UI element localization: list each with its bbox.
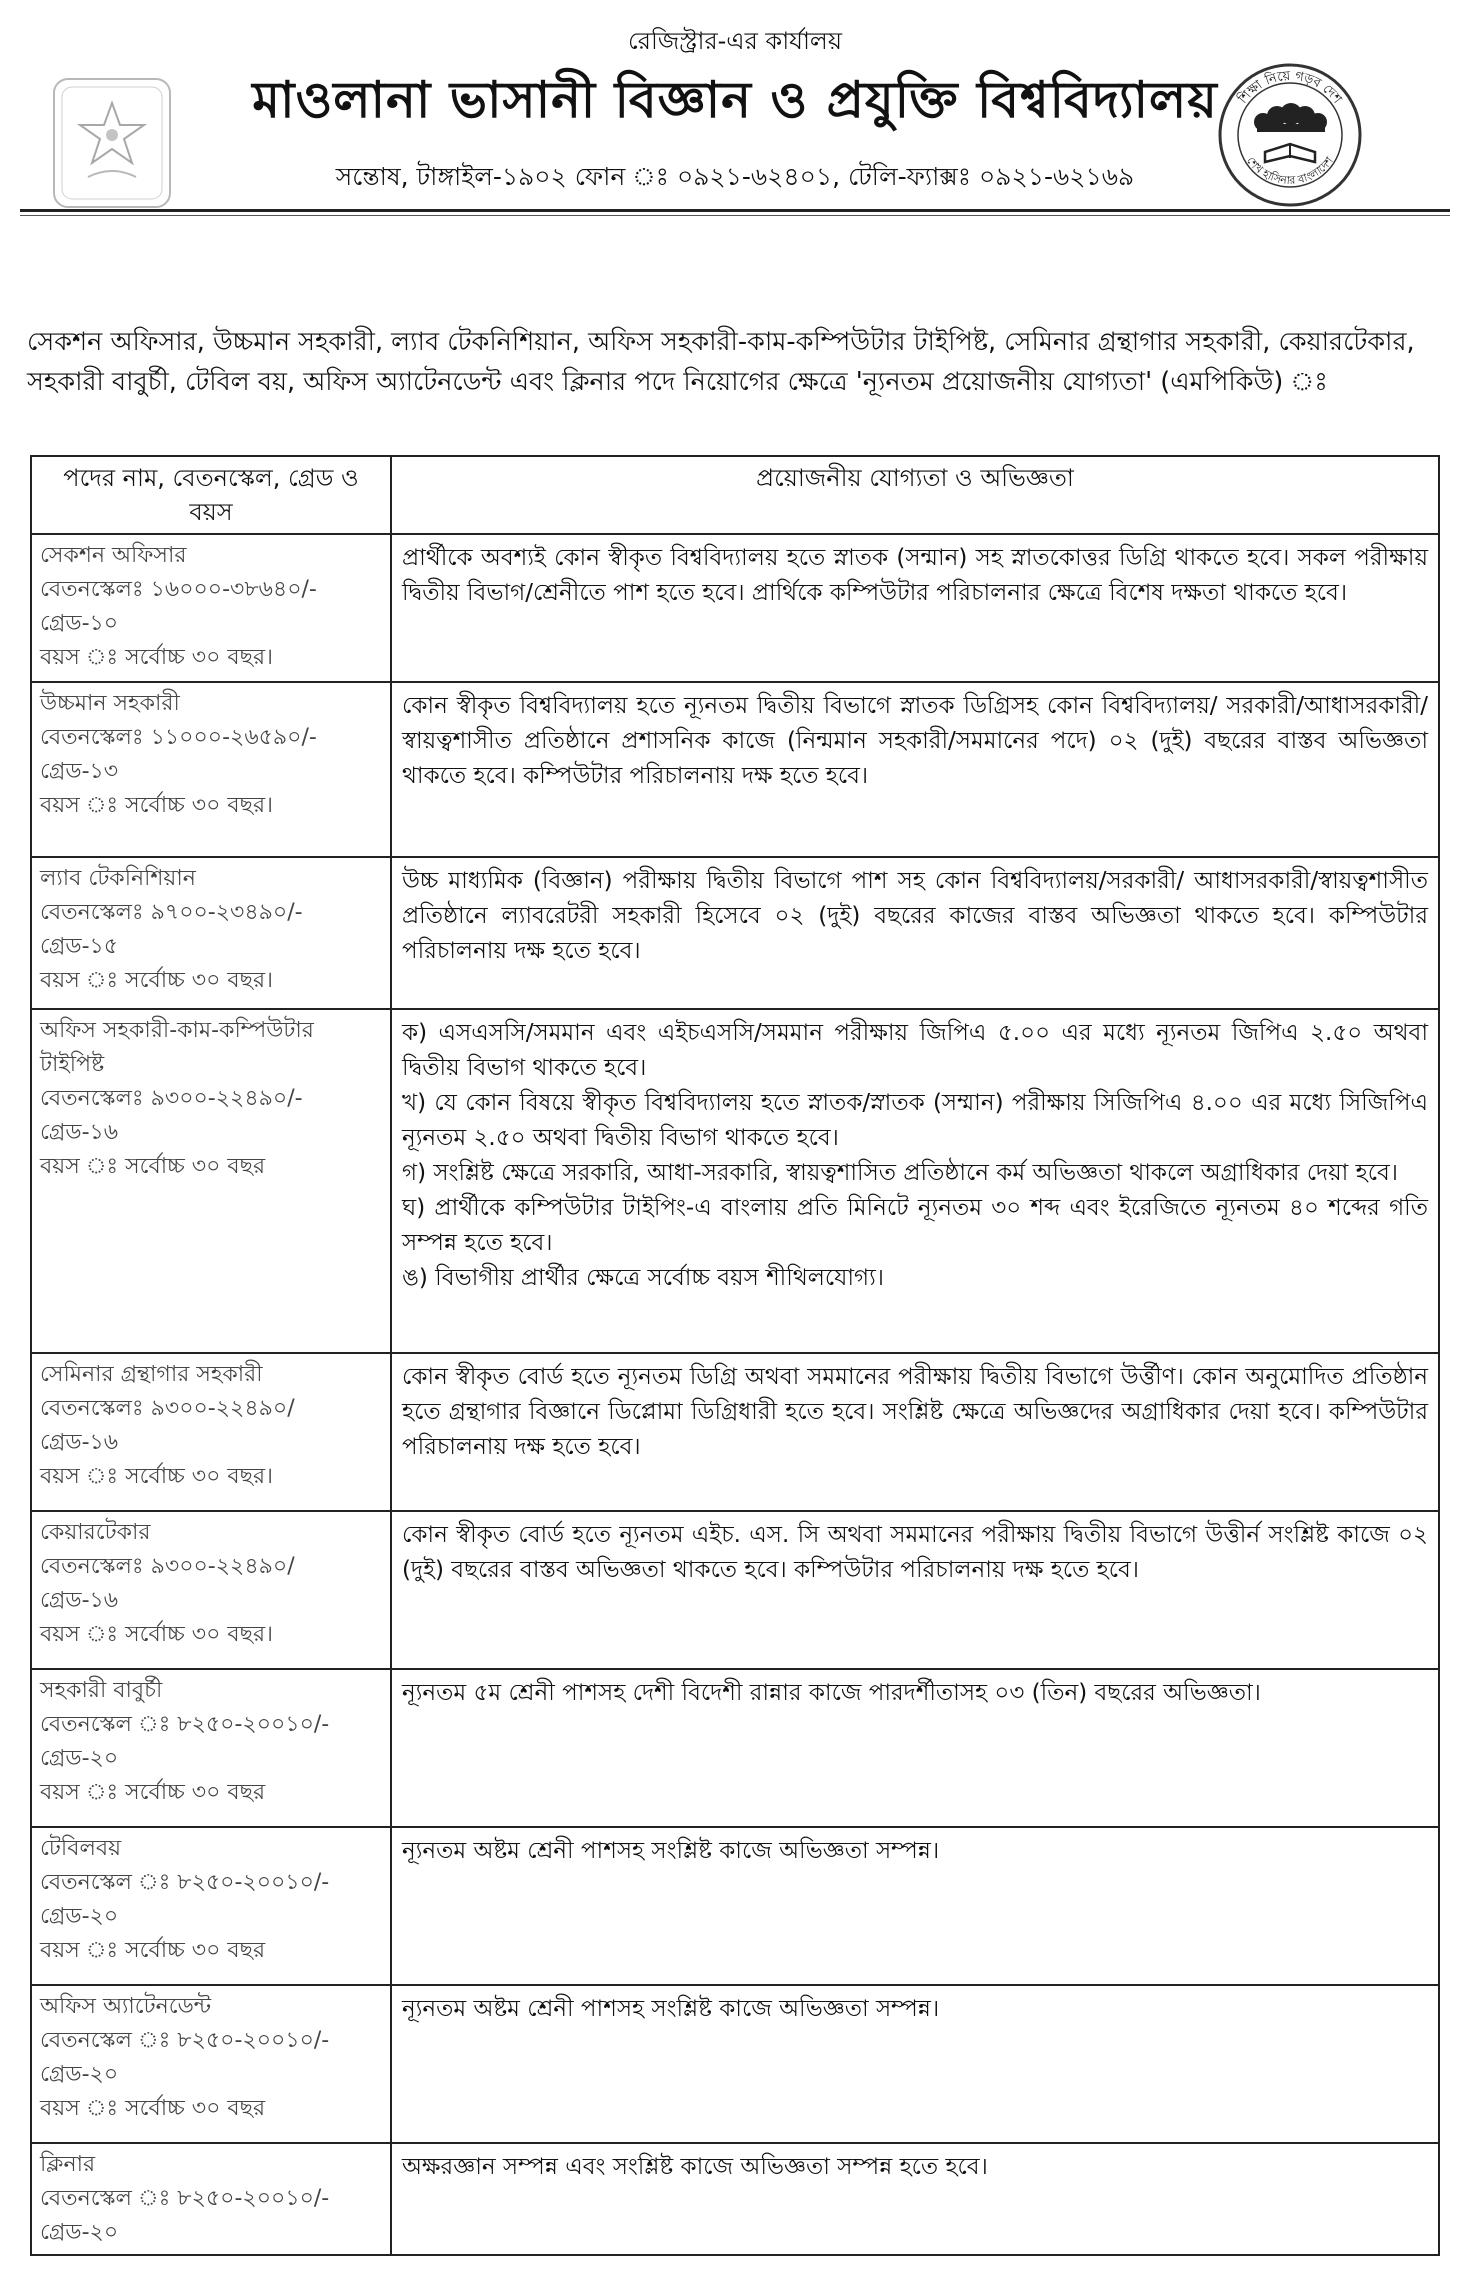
requirement-text: ন্যূনতম ৫ম শ্রেনী পাশসহ দেশী বিদেশী রান্নার কাজে পারদর্শীতাসহ ০৩ (তিন) বছরের অভিজ্ঞতা। <box>402 1680 1261 1706</box>
pay-scale: বেতনস্কেল ঃ ৮২৫০-২০০১০/- <box>40 2186 330 2211</box>
requirements-cell <box>391 682 1439 857</box>
pay-scale: বেতনস্কেল ঃ ৮২৫০-২০০১০/- <box>40 2028 330 2053</box>
header-requirements: প্রয়োজনীয় যোগ্যতা ও অভিজ্ঞতা <box>391 456 1439 534</box>
requirements-cell <box>391 534 1439 682</box>
requirement-text: অক্ষরজ্ঞান সম্পন্ন এবং সংশ্লিষ্ট কাজে অভিজ্ঞতা সম্পন্ন হতে হবে। <box>402 2154 988 2180</box>
letterhead <box>20 15 1450 213</box>
grade: গ্রেড-১৬ <box>40 1588 119 1613</box>
requirement-text: প্রার্থীকে অবশ্যই কোন স্বীকৃত বিশ্ববিদ্যালয় হতে স্নাতক (সন্মান) সহ স্নাতকোত্তর ডিগ্রি থাকতে হবে। সকল পরীক্ষায় দ্বিতীয় বিভাগ/শ্রেনীতে পাশ হতে হবে। প্রার্থিকে কম্পিউটার পরিচালনার ক্ষেত্রে বিশেষ দক্ষতা থাকতে হবে। <box>402 545 1428 606</box>
post-name: সেমিনার গ্রন্থাগার সহকারী <box>40 1362 263 1387</box>
office-label: রেজিস্ট্রার-এর কার্যালয় <box>628 27 842 55</box>
post-name: সেকশন অফিসার <box>40 543 187 568</box>
pay-scale: বেতনস্কেল ঃ ৮২৫০-২০০১০/- <box>40 1870 330 1895</box>
requirements-cell <box>391 1827 1439 1985</box>
grade: গ্রেড-১০ <box>40 611 119 636</box>
age-limit: বয়স ঃ সর্বোচ্চ ৩০ বছর। <box>40 1622 273 1647</box>
grade: গ্রেড-১৫ <box>40 934 119 959</box>
grade: গ্রেড-২০ <box>40 1746 119 1771</box>
requirement-text: কোন স্বীকৃত বোর্ড হতে ন্যূনতম ডিগ্রি অথবা সমমানের পরীক্ষায় দ্বিতীয় বিভাগে উর্ত্তীণ। কোন অনুমোদিত প্রতিষ্ঠান হতে গ্রন্থাগার বিজ্ঞানে ডিপ্লোমা ডিগ্রিধারী হতে হবে। সংশ্লিষ্ট ক্ষেত্রে অভিজ্ঞদের অগ্রাধিকার দেয়া হবে। কম্পিউটার পরিচালনায় দক্ষ হতে হবে। <box>402 1364 1428 1460</box>
seal-top-text: শিক্ষা নিয়ে গড়ব দেশ <box>1235 68 1345 107</box>
pay-scale: বেতনস্কেলঃ ৯৩০০-২২৪৯০/- <box>40 1086 303 1111</box>
table-row <box>31 857 1439 1009</box>
requirement-text: খ) যে কোন বিষয়ে স্বীকৃত বিশ্ববিদ্যালয় হতে স্নাতক/স্নাতক (সম্মান) পরীক্ষায় সিজিপিএ ৪.০০ এর মধ্যে সিজিপিএ ন্যূনতম ২.৫০ অথবা দ্বিতীয় বিভাগ থাকতে হবে। <box>402 1090 1428 1151</box>
requirements-cell <box>391 857 1439 1009</box>
grade: গ্রেড-২০ <box>40 1904 119 1929</box>
requirements-cell <box>391 1985 1439 2143</box>
post-name: উচ্চমান সহকারী <box>40 691 180 716</box>
table-row <box>31 1511 1439 1669</box>
pay-scale: বেতনস্কেল ঃ ৮২৫০-২০০১০/- <box>40 1712 330 1737</box>
intro-paragraph: সেকশন অফিসার, উচ্চমান সহকারী, ল্যাব টেকনিশিয়ান, অফিস সহকারী-কাম-কম্পিউটার টাইপিষ্ট, সেমিনার গ্রন্থাগার সহকারী, কেয়ারটেকার, সহকারী বাবুর্চী, টেবিল বয়, অফিস অ্যাটেনডেন্ট এবং ক্লিনার পদে নিয়োগের ক্ষেত্রে 'ন্যূনতম প্রয়োজনীয় যোগ্যতা' (এমপিকিউ) ঃ <box>27 327 1415 397</box>
post-name: ল্যাব টেকনিশিয়ান <box>40 866 196 891</box>
grade: গ্রেড-১৬ <box>40 1430 119 1455</box>
pay-scale: বেতনস্কেলঃ ১১০০০-২৬৫৯০/- <box>40 725 317 750</box>
requirements-cell <box>391 1353 1439 1511</box>
table-row <box>31 682 1439 857</box>
requirement-text: কোন স্বীকৃত বোর্ড হতে ন্যূনতম এইচ. এস. সি অথবা সমমানের পরীক্ষায় দ্বিতীয় বিভাগে উত্তীর্ন সংশ্লিষ্ট কাজে ০২ (দুই) বছরের বাস্তব অভিজ্ঞতা থাকতে হবে। কম্পিউটার পরিচালনায় দক্ষ হতে হবে। <box>402 1522 1428 1583</box>
table-row <box>31 1669 1439 1827</box>
qualification-table <box>30 455 1440 2256</box>
age-limit: বয়স ঃ সর্বোচ্চ ৩০ বছর। <box>40 968 273 993</box>
age-limit: বয়স ঃ সর্বোচ্চ ৩০ বছর <box>40 2096 266 2121</box>
post-details-cell <box>31 1669 391 1827</box>
age-limit: বয়স ঃ সর্বোচ্চ ৩০ বছর। <box>40 793 273 818</box>
age-limit: বয়স ঃ সর্বোচ্চ ৩০ বছর। <box>40 1464 273 1489</box>
requirement-text: কোন স্বীকৃত বিশ্ববিদ্যালয় হতে ন্যূনতম দ্বিতীয় বিভাগে স্নাতক ডিগ্রিসহ কোন বিশ্ববিদ্যালয়/ সরকারী/আধাসরকারী/স্বায়ত্বশাসীত প্রতিষ্ঠানে প্রশাসনিক কাজে (নিন্মমান সহকারী/সমমানের পদে) ০২ (দুই) বছরের বাস্তব অভিজ্ঞতা থাকতে হবে। কম্পিউটার পরিচালনায় দক্ষ হতে হবে। <box>402 693 1428 789</box>
requirement-text: উচ্চ মাধ্যমিক (বিজ্ঞান) পরীক্ষায় দ্বিতীয় বিভাগে পাশ সহ কোন বিশ্ববিদ্যালয়/সরকারী/ আধাসরকারী/স্বায়ত্বশাসীত প্রতিষ্ঠানে ল্যাবরেটরী সহকারী হিসেবে ০২ (দুই) বছরের কাজের বাস্তব অভিজ্ঞতা থাকতে হবে। কম্পিউটার পরিচালনায় দক্ষ হতে হবে। <box>402 868 1428 964</box>
requirement-text: ঙ) বিভাগীয় প্রার্থীর ক্ষেত্রে সর্বোচ্চ বয়স শীথিলযোগ্য। <box>402 1265 885 1291</box>
post-name: সহকারী বাবুর্চী <box>40 1678 163 1703</box>
header-post: পদের নাম, বেতনস্কেল, গ্রেড ও বয়স <box>31 456 391 534</box>
post-details-cell <box>31 682 391 857</box>
post-name: টেবিলবয় <box>40 1836 122 1861</box>
age-limit: বয়স ঃ সর্বোচ্চ ৩০ বছর <box>40 1780 266 1805</box>
post-details-cell <box>31 1009 391 1353</box>
table-body <box>31 534 1439 2255</box>
grade: গ্রেড-২০ <box>40 2220 119 2245</box>
age-limit: বয়স ঃ সর্বোচ্চ ৩০ বছর। <box>40 645 273 670</box>
address-line: সন্তোষ, টাঙ্গাইল-১৯০২ ফোন ঃ ০৯২১-৬২৪০১, টেলি-ফ্যাক্সঃ ০৯২১-৬২১৬৯ <box>335 162 1135 191</box>
table-row <box>31 1827 1439 1985</box>
table-row <box>31 1009 1439 1353</box>
post-details-cell <box>31 1353 391 1511</box>
pay-scale: বেতনস্কেলঃ ৯৩০০-২২৪৯০/ <box>40 1396 295 1421</box>
post-name: অফিস সহকারী-কাম-কম্পিউটার টাইপিষ্ট <box>40 1018 314 1077</box>
grade: গ্রেড-১৬ <box>40 1120 119 1145</box>
university-name: মাওলানা ভাসানী বিজ্ঞান ও প্রযুক্তি বিশ্ববিদ্যালয় <box>252 71 1218 129</box>
post-name: ক্লিনার <box>40 2152 96 2177</box>
grade: গ্রেড-২০ <box>40 2062 119 2087</box>
grade: গ্রেড-১৩ <box>40 759 119 784</box>
requirement-text: গ) সংশ্লিষ্ট ক্ষেত্রে সরকারি, আধা-সরকারি, স্বায়ত্বশাসিত প্রতিষ্ঠানে কর্ম অভিজ্ঞতা থাকলে অগ্রাধিকার দেয়া হবে। <box>402 1160 1399 1186</box>
post-details-cell <box>31 1511 391 1669</box>
post-name: কেয়ারটেকার <box>40 1520 151 1545</box>
requirement-text: ক) এসএসসি/সমমান এবং এইচএসসি/সমমান পরীক্ষায় জিপিএ ৫.০০ এর মধ্যে ন্যূনতম জিপিএ ২.৫০ অথবা দ্বিতীয় বিভাগ থাকতে হবে। <box>402 1020 1428 1081</box>
requirements-cell <box>391 1669 1439 1827</box>
table-row <box>31 534 1439 682</box>
table-row <box>31 2143 1439 2255</box>
pay-scale: বেতনস্কেলঃ ১৬০০০-৩৮৬৪০/- <box>40 577 317 602</box>
requirement-text: ন্যূনতম অষ্টম শ্রেনী পাশসহ সংশ্লিষ্ট কাজে অভিজ্ঞতা সম্পন্ন। <box>402 1838 940 1864</box>
table-row <box>31 1353 1439 1511</box>
age-limit: বয়স ঃ সর্বোচ্চ ৩০ বছর <box>40 1154 266 1179</box>
post-details-cell <box>31 1827 391 1985</box>
campaign-seal-icon <box>1215 60 1365 210</box>
seal-bottom-text: শেখ হাসিনার বাংলাদেশ <box>1244 154 1336 188</box>
age-limit: বয়স ঃ সর্বোচ্চ ৩০ বছর <box>40 1938 266 1963</box>
post-details-cell <box>31 2143 391 2255</box>
post-name: অফিস অ্যাটেনডেন্ট <box>40 1994 212 2019</box>
requirements-cell <box>391 1511 1439 1669</box>
requirement-text: ঘ) প্রার্থীকে কম্পিউটার টাইপিং-এ বাংলায় প্রতি মিনিটে ন্যূনতম ৩০ শব্দ এবং ইরেজিতে ন্যূনতম ৪০ শব্দের গতি সম্পন্ন হতে হবে। <box>402 1195 1428 1256</box>
table-row <box>31 1985 1439 2143</box>
requirement-text: ন্যূনতম অষ্টম শ্রেনী পাশসহ সংশ্লিষ্ট কাজে অভিজ্ঞতা সম্পন্ন। <box>402 1996 940 2022</box>
post-details-cell <box>31 857 391 1009</box>
header-rule <box>20 209 1450 212</box>
table-header-row <box>31 456 1439 534</box>
requirements-cell <box>391 2143 1439 2255</box>
pay-scale: বেতনস্কেলঃ ৯৩০০-২২৪৯০/ <box>40 1554 295 1579</box>
requirements-cell <box>391 1009 1439 1353</box>
post-details-cell <box>31 1985 391 2143</box>
svg-text:শেখ হাসিনার বাংলাদেশ <box>1244 154 1336 187</box>
header-rule-thin <box>20 215 1450 216</box>
post-details-cell <box>31 534 391 682</box>
pay-scale: বেতনস্কেলঃ ৯৭০০-২৩৪৯০/- <box>40 900 303 925</box>
